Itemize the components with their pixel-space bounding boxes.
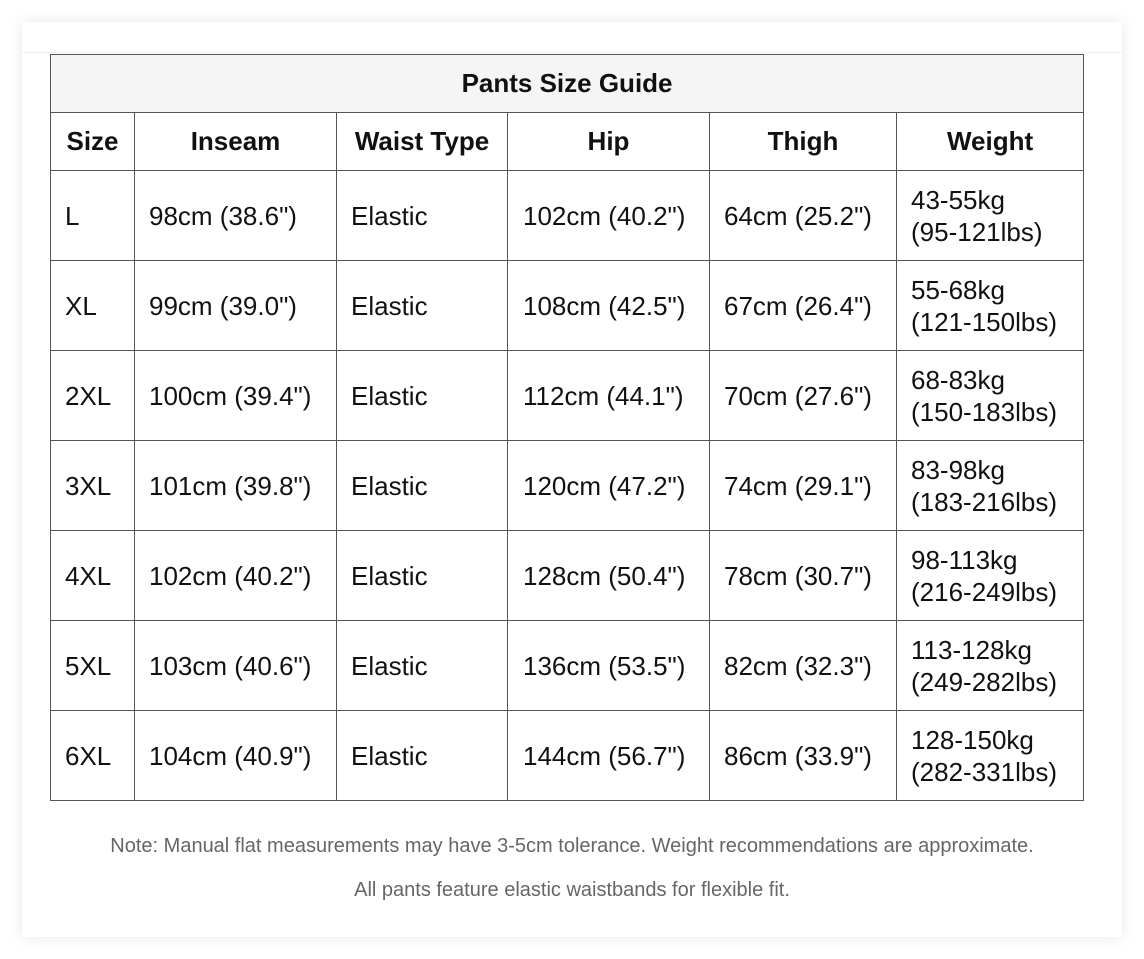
tolerance-note: Note: Manual flat measurements may have 3-5cm tolerance. Weight recommendations are approximate. — [110, 835, 1034, 857]
weight-lbs: (183-216lbs) — [911, 486, 1057, 517]
thigh-cell: 82cm (32.3") — [710, 621, 897, 711]
hip-cell: 108cm (42.5") — [508, 261, 710, 351]
size-cell: 2XL — [51, 351, 135, 441]
weight-cell — [897, 531, 1084, 621]
thigh-cell: 86cm (33.9") — [710, 711, 897, 801]
hip-cell: 102cm (40.2") — [508, 171, 710, 261]
waist-type-cell: Elastic — [337, 261, 508, 351]
weight-cell — [897, 261, 1084, 351]
weight-lbs: (150-183lbs) — [911, 396, 1057, 427]
weight-lbs: (95-121lbs) — [911, 216, 1043, 247]
weight-kg: 128-150kg — [911, 724, 1034, 755]
weight-cell — [897, 711, 1084, 801]
weight-kg: 98-113kg — [911, 544, 1018, 575]
weight-kg: 55-68kg — [911, 274, 1005, 305]
waist-type-cell: Elastic — [337, 351, 508, 441]
inseam-cell: 100cm (39.4") — [135, 351, 337, 441]
hip-cell: 144cm (56.7") — [508, 711, 710, 801]
inseam-cell: 104cm (40.9") — [135, 711, 337, 801]
thigh-cell: 67cm (26.4") — [710, 261, 897, 351]
waist-type-cell: Elastic — [337, 531, 508, 621]
card-top-divider — [22, 52, 1122, 53]
inseam-cell: 99cm (39.0") — [135, 261, 337, 351]
weight-kg: 68-83kg — [911, 364, 1005, 395]
weight-lbs: (216-249lbs) — [911, 576, 1057, 607]
notes-section — [22, 834, 1122, 902]
weight-cell — [897, 441, 1084, 531]
waist-type-cell: Elastic — [337, 621, 508, 711]
weight-cell — [897, 171, 1084, 261]
size-cell: 4XL — [51, 531, 135, 621]
size-cell: 5XL — [51, 621, 135, 711]
hip-cell: 112cm (44.1") — [508, 351, 710, 441]
weight-lbs: (121-150lbs) — [911, 306, 1057, 337]
column-header-thigh: Thigh — [710, 113, 897, 171]
inseam-cell: 101cm (39.8") — [135, 441, 337, 531]
size-guide-table — [50, 54, 1084, 801]
inseam-cell: 98cm (38.6") — [135, 171, 337, 261]
inseam-cell: 102cm (40.2") — [135, 531, 337, 621]
table-row — [51, 171, 1084, 261]
thigh-cell: 64cm (25.2") — [710, 171, 897, 261]
weight-cell — [897, 621, 1084, 711]
column-header-hip: Hip — [508, 113, 710, 171]
table-row — [51, 441, 1084, 531]
hip-cell: 128cm (50.4") — [508, 531, 710, 621]
size-cell: XL — [51, 261, 135, 351]
weight-lbs: (282-331lbs) — [911, 756, 1057, 787]
hip-cell: 136cm (53.5") — [508, 621, 710, 711]
weight-lbs: (249-282lbs) — [911, 666, 1057, 697]
size-cell: L — [51, 171, 135, 261]
table-row — [51, 711, 1084, 801]
column-header-size: Size — [51, 113, 135, 171]
column-header-inseam: Inseam — [135, 113, 337, 171]
size-cell: 3XL — [51, 441, 135, 531]
weight-cell — [897, 351, 1084, 441]
table-header-row — [51, 113, 1084, 171]
waist-type-cell: Elastic — [337, 711, 508, 801]
weight-kg: 83-98kg — [911, 454, 1005, 485]
waist-type-cell: Elastic — [337, 171, 508, 261]
inseam-cell: 103cm (40.6") — [135, 621, 337, 711]
column-header-waist-type: Waist Type — [337, 113, 508, 171]
table-row — [51, 351, 1084, 441]
table-title: Pants Size Guide — [51, 55, 1084, 113]
waist-type-cell: Elastic — [337, 441, 508, 531]
waistband-note: All pants feature elastic waistbands for flexible fit. — [354, 879, 790, 901]
thigh-cell: 70cm (27.6") — [710, 351, 897, 441]
size-guide-card — [22, 22, 1122, 937]
column-header-weight: Weight — [897, 113, 1084, 171]
table-row — [51, 261, 1084, 351]
table-row — [51, 531, 1084, 621]
hip-cell: 120cm (47.2") — [508, 441, 710, 531]
thigh-cell: 78cm (30.7") — [710, 531, 897, 621]
table-row — [51, 621, 1084, 711]
weight-kg: 113-128kg — [911, 634, 1032, 665]
size-cell: 6XL — [51, 711, 135, 801]
thigh-cell: 74cm (29.1") — [710, 441, 897, 531]
weight-kg: 43-55kg — [911, 184, 1005, 215]
